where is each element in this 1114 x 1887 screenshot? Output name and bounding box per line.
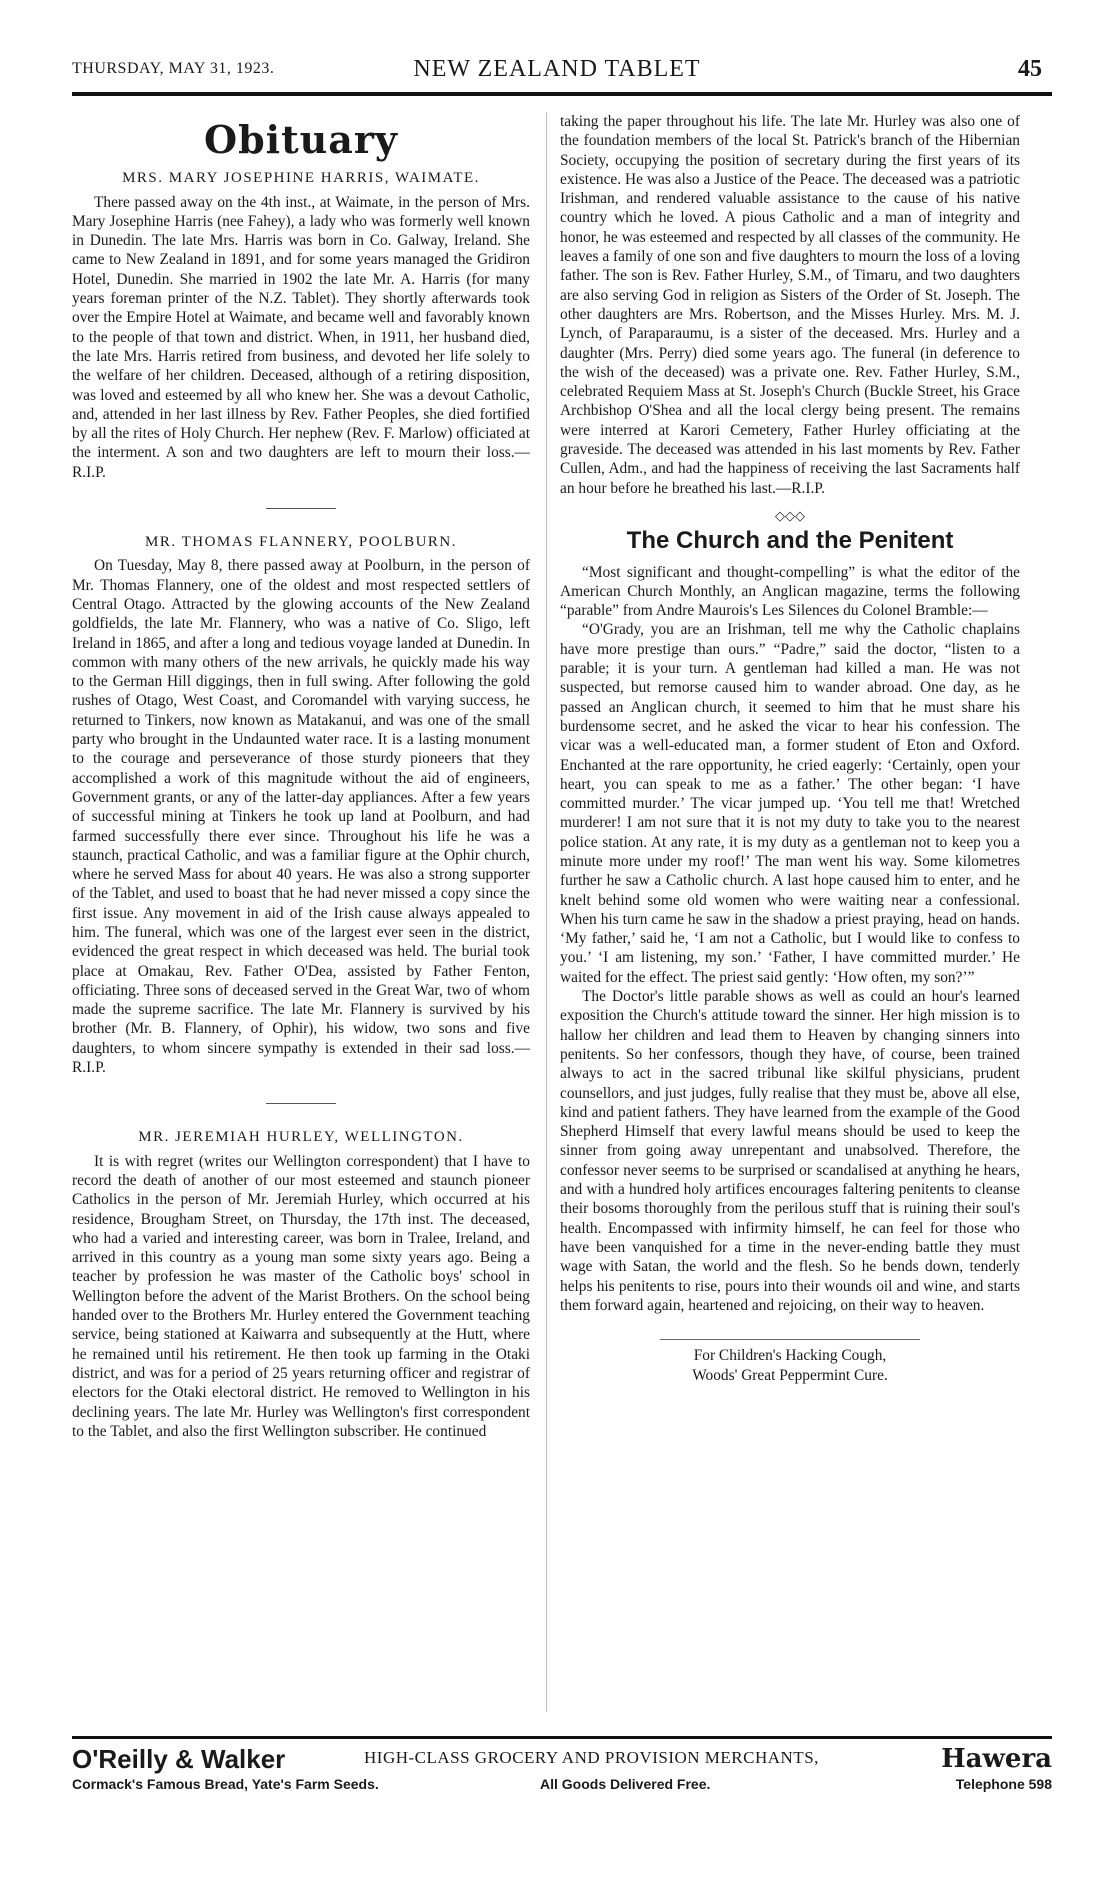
- footer-rule: [72, 1736, 1052, 1739]
- column-divider: [546, 112, 547, 1712]
- article-paragraph: “Most significant and thought-compelling” is what the editor of the American Church Monthly, an Anglican magazine, terms the following “parable” from Andre Maurois's Les Silences du Colonel Bramble:—: [560, 563, 1020, 620]
- divider: [266, 508, 336, 509]
- article-paragraph: “O'Grady, you are an Irishman, tell me why the Catholic chaplains have more prestige than ours.” “Padre,” said the doctor, “listen to a parable; it is your turn. A gentleman had killed a man. He was not suspected, but remorse caused him to wander abroad. One day, as he passed an Anglican church, it seemed to him that he must share his burdensome secret, and he asked the vicar to hear his confession. The vicar was a well-educated man, a former student of Eton and Oxford. Enchanted at the rare opportunity, he cried eagerly: ‘Certainly, open your heart, you can speak to me as a father.’ The other began: ‘I have committed murder.’ The vicar jumped up. ‘You tell me that! Wretched murderer! I am not sure that it is not my duty to take you to the nearest police station. At any rate, it is my duty as a gentleman not to keep you a minute more under my roof!’ The man went his way. Some kilometres further he saw a Catholic church. A last hope caused him to enter, and he knelt behind some old women who were waiting near a confessional. When his turn came he saw in the shadow a priest praying, head on hands. ‘My father,’ said he, ‘I am not a Catholic, but I would like to confess to you.’ ‘I am listening, my son.’ ‘Father, I have committed murder.’ He waited for the effect. The priest said gently: ‘How often, my son?’”: [560, 621, 1020, 986]
- article-title: The Church and the Penitent: [626, 527, 954, 555]
- issue-date: THURSDAY, MAY 31, 1923.: [72, 60, 275, 77]
- right-column: [560, 112, 1020, 1386]
- obituary-text: There passed away on the 4th inst., at Waimate, in the person of Mrs. Mary Josephine Harris (nee Fahey), a lady who was formerly well known in Dunedin. The late Mrs. Harris was born in Co. Galway, Ireland. She came to New Zealand in 1891, and for some years managed the Gridiron Hotel, Dunedin. She married in 1902 the late Mr. A. Harris (for many years foreman printer of the N.Z. Tablet). They shortly afterwards took over the Empire Hotel at Waimate, and became well and favorably known to the people of that town and district. When, in 1911, her husband died, the late Mrs. Harris retired from business, and devoted her life solely to the welfare of her children. Deceased, although of a retiring disposition, was loved and esteemed by all who knew her. She was a devout Catholic, and, attended in her last illness by Rev. Father Peoples, she died fortified by all the rites of Holy Church. Her nephew (Rev. F. Marlow) officiated at the interment. A son and two daughters are left to mourn their loss.—R.I.P.: [72, 193, 530, 481]
- obituary-continuation: taking the paper throughout his life. The late Mr. Hurley was also one of the foundation members of the local St. Patrick's branch of the Hibernian Society, occupying the position of secretary during the first years of its existence. He was also a Justice of the Peace. The deceased was a patriotic Irishman, and rendered valuable assistance to the cause of his native country which he loved. A pious Catholic and a man of integrity and honor, he was esteemed and respected by all classes of the community. He leaves a family of one son and five daughters to mourn the loss of a loving father. The son is Rev. Father Hurley, S.M., of Timaru, and two daughters are also serving God in religion as Sisters of the Order of St. Joseph. The other daughters are Mrs. Robertson, and the Misses Hurley. Mrs. M. J. Lynch, of Paraparaumu, is a sister of the deceased. Mrs. Hurley and a daughter (Mrs. Perry) died some years ago. The funeral (in deference to the wish of the deceased) was a private one. Rev. Father Hurley, S.M., celebrated Requiem Mass at St. Joseph's Church (Buckle Street, his Grace Archbishop O'Shea and all the local clergy being present. The remains were interred at Karori Cemetery, Father Hurley officiating at the graveside. The deceased was attended in his last moments by Rev. Father Cullen, Adm., and had the happiness of receiving the last Sacraments half an hour before he breathed his last.—R.I.P.: [560, 113, 1020, 497]
- footer-products: Cormack's Famous Bread, Yate's Farm Seeds.: [72, 1776, 379, 1792]
- obituary-name: MR. JEREMIAH HURLEY, WELLINGTON.: [138, 1129, 464, 1146]
- divider: [266, 1103, 336, 1104]
- page-header: [72, 56, 1042, 86]
- left-column: [72, 112, 530, 1441]
- obituary-text: It is with regret (writes our Wellington correspondent) that I have to record the death of another of our most esteemed and staunch pioneer Catholics in the person of Mr. Jeremiah Hurley, which occurred at his residence, Brougham Street, on Thursday, the 17th inst. The deceased, who had a varied and interesting career, was born in Tralee, Ireland, and arrived in this country as a young man some sixty years ago. Being a teacher by profession he was master of the Catholic boys' school in Wellington before the advent of the Marist Brothers. On the school being handed over to the Brothers Mr. Hurley entered the Government teaching service, being stationed at Kaiwarra and subsequently at the Hutt, where he remained until his retirement. He then took up farming in the Otaki district, and was for a period of 25 years returning officer and registrar of electors for the Otaki electoral district. He removed to Wellington in his declining years. The late Mr. Hurley was Wellington's first correspondent to the Tablet, and also the first Wellington subscriber. He continued: [72, 1152, 530, 1440]
- header-rule: [72, 92, 1052, 96]
- obituary-heading: Obituary: [203, 117, 398, 162]
- footer-advertisement: [72, 1744, 1052, 1804]
- obituary-name: MR. THOMAS FLANNERY, POOLBURN.: [145, 534, 457, 551]
- peppermint-cure-ad: [560, 1339, 1020, 1386]
- advertiser-brand: O'Reilly & Walker: [72, 1744, 286, 1774]
- ornament: ◇◇◇: [775, 507, 805, 523]
- advertiser-town: Hawera: [941, 1744, 1052, 1774]
- article-paragraph: The Doctor's little parable shows as well as could an hour's learned exposition the Church's attitude toward the sinner. Her high mission is to hallow her children and lead them to Heaven by changing sinners into penitents. So her confessors, though they have, of course, been trained always to act in the sacred tribunal like skilful physicians, prudent counsellors, and just judges, fully realise that they must be, above all else, kind and patient fathers. They have learned from the example of the Good Shepherd Himself that every lawful means should be used to keep the sinner from going away unrepentant and unabsolved. Therefore, the confessor never seems to be surprised or scandalised at anything he hears, and with a hundred holy artifices encourages faltering penitents to cleanse their bosoms thoroughly from the perilous stuff that is ruining their soul's health. Encompassed with infirmity himself, he can feel for those who have been vanquished for a time in the never-ending battle they must wage with Satan, the world and the flesh. So he bends down, tenderly helps his penitents to rise, pours into their wounds oil and wine, and starts them forward again, heartened and rejoicing, on their way to heaven.: [560, 988, 1020, 1314]
- obituary-text: On Tuesday, May 8, there passed away at Poolburn, in the person of Mr. Thomas Flannery, one of the oldest and most respected settlers of Central Otago. Attracted by the glowing accounts of the New Zealand goldfields, the late Mr. Flannery, who was a native of Co. Sligo, left Ireland in 1865, and after a long and tedious voyage landed at Dunedin. In common with many others of the new arrivals, he quickly made his way to the German Hill diggings, then in full swing. After following the gold rushes of Otago, West Coast, and Coromandel with varying success, he returned to Tinkers, now known as Matakanui, and was one of the small party who brought in the Undaunted water race. It is a lasting monument to the courage and perseverance of those sturdy pioneers that they accomplished a work of this magnitude without the aid of engineers, Government grants, or any of the latter-day appliances. After a few years of successful mining at Tinkers he took up land at Poolburn, and had farmed successfully there ever since. Throughout his life he was a staunch, practical Catholic, and was a familiar figure at the Ophir church, where he served Mass for about 40 years. He was also a strong supporter of the Tablet, and used to boast that he had never missed a copy since the first issue. Any movement in aid of the Irish cause always appealed to him. The funeral, which was one of the largest ever seen in the district, evidenced the great respect in which deceased was held. The burial took place at Omakau, Rev. Father O'Dea, assisted by Father Fenton, officiating. Three sons of deceased served in the Great War, two of whom made the supreme sacrifice. The late Mr. Flannery is survived by his brother (Mr. B. Flannery, of Ophir), his widow, two sons and five daughters, to whom sincere sympathy is extended in their sad loss.—R.I.P.: [72, 557, 530, 1077]
- advertiser-description: HIGH-CLASS GROCERY AND PROVISION MERCHANTS,: [364, 1748, 819, 1767]
- footer-delivery: All Goods Delivered Free.: [540, 1776, 711, 1792]
- ad-rule: [660, 1339, 920, 1340]
- page-number: 45: [1018, 56, 1042, 82]
- ad-line: Woods' Great Peppermint Cure.: [692, 1367, 888, 1385]
- obituary-name: MRS. MARY JOSEPHINE HARRIS, WAIMATE.: [122, 170, 480, 187]
- publication-title: NEW ZEALAND TABLET: [413, 56, 701, 82]
- ad-line: For Children's Hacking Cough,: [693, 1347, 887, 1365]
- footer-telephone: Telephone 598: [955, 1776, 1052, 1792]
